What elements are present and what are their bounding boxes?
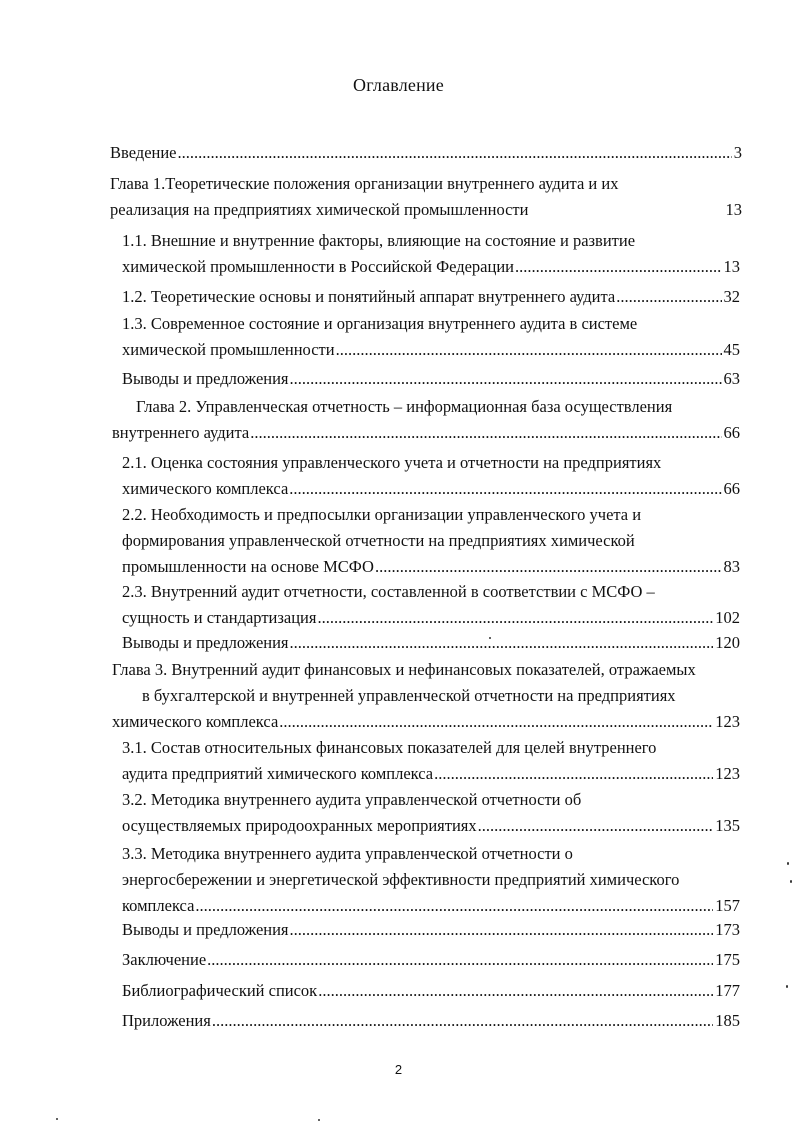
dot-leader xyxy=(250,420,721,446)
toc-entry xyxy=(122,917,740,943)
scan-speck xyxy=(318,1119,320,1121)
toc-entry xyxy=(110,171,742,223)
toc-entry-line: внутреннего аудита xyxy=(112,423,250,442)
toc-entry-line: аудита предприятий химического комплекса xyxy=(122,764,434,783)
toc-entry-line: Выводы и предложения xyxy=(122,633,289,652)
dot-leader xyxy=(478,813,714,839)
page-number: 2 xyxy=(394,1062,403,1077)
page-title: Оглавление xyxy=(353,75,444,95)
toc-entry-line: 1.3. Современное состояние и организация внутреннего аудита в системе xyxy=(122,314,638,333)
toc-page-number: 102 xyxy=(715,608,740,627)
toc-entry-row xyxy=(122,337,740,363)
toc-entry-line: формирования управленческой отчетности на предприятиях химической xyxy=(122,531,635,550)
toc-page-number: 66 xyxy=(723,479,740,498)
toc-page-number: 120 xyxy=(715,633,740,652)
toc-entry xyxy=(122,228,740,280)
toc-entry-line: осуществляемых природоохранных мероприятиях xyxy=(122,816,477,835)
toc-entry-row xyxy=(122,254,740,280)
toc-entry-line: химической промышленности в Российской Федерации xyxy=(122,257,514,276)
dot-leader xyxy=(317,605,713,631)
toc-entry-line: Введение xyxy=(110,143,177,162)
toc-page-number: 123 xyxy=(715,712,740,731)
toc-entry-row xyxy=(122,366,740,392)
toc-page-number: 3 xyxy=(733,143,742,162)
scan-speck xyxy=(489,637,491,639)
toc-entry-line: 1.2. Теоретические основы и понятийный аппарат внутреннего аудита xyxy=(122,287,616,306)
toc-entry-line: Выводы и предложения xyxy=(122,369,289,388)
toc-entry-row xyxy=(122,476,740,502)
toc-page-number: 135 xyxy=(715,816,740,835)
dot-leader xyxy=(515,254,722,280)
toc-page-number: 177 xyxy=(715,981,740,1000)
toc-page-number: 13 xyxy=(723,257,740,276)
toc-entry-row xyxy=(122,284,740,310)
toc-entry xyxy=(122,947,740,973)
toc-entry-line: 1.1. Внешние и внутренние факторы, влияющие на состояние и развитие xyxy=(122,231,636,250)
toc-entry-row xyxy=(122,947,740,973)
toc-page-number: 123 xyxy=(715,764,740,783)
toc-entry-line: Заключение xyxy=(122,950,207,969)
toc-entry-line: химического комплекса xyxy=(112,712,279,731)
dot-leader xyxy=(212,1008,713,1034)
dot-leader xyxy=(289,476,721,502)
dot-leader xyxy=(290,366,722,392)
dot-leader xyxy=(290,917,714,943)
toc-entry-row xyxy=(122,813,740,839)
dot-leader xyxy=(318,978,713,1004)
toc-entry-line: 3.1. Состав относительных финансовых показателей для целей внутреннего xyxy=(122,738,657,757)
toc-entry xyxy=(122,311,740,363)
scan-speck xyxy=(787,862,789,865)
toc-entry-line: 2.1. Оценка состояния управленческого учета и отчетности на предприятиях xyxy=(122,453,662,472)
toc-entry-line: сущность и стандартизация xyxy=(122,608,317,627)
toc-entry xyxy=(122,502,740,580)
toc-entry xyxy=(122,450,740,502)
toc-entry-line: энергосбережении и энергетической эффективности предприятий химического xyxy=(122,870,680,889)
toc-page-number: 45 xyxy=(723,340,740,359)
toc-entry-row xyxy=(112,709,740,735)
toc-entry-line: Глава 3. Внутренний аудит финансовых и нефинансовых показателей, отражаемых xyxy=(112,660,696,679)
toc-entry xyxy=(122,366,740,392)
toc-entry-line: 3.3. Методика внутреннего аудита управленческой отчетности о xyxy=(122,844,573,863)
toc-entry-line: Выводы и предложения xyxy=(122,920,289,939)
toc-entry xyxy=(122,630,740,656)
toc-entry-line: 3.2. Методика внутреннего аудита управленческой отчетности об xyxy=(122,790,582,809)
scan-speck xyxy=(790,880,792,883)
toc-entry xyxy=(122,1008,740,1034)
toc-entry-row xyxy=(110,140,742,166)
toc-entry-line: Глава 1.Теоретические положения организации внутреннего аудита и их xyxy=(110,174,619,193)
toc-entry-row xyxy=(112,420,740,446)
toc-entry-line: 2.2. Необходимость и предпосылки организации управленческого учета и xyxy=(122,505,642,524)
toc-entry-line: промышленности на основе МСФО xyxy=(122,557,374,576)
toc-entry-row xyxy=(122,630,740,656)
toc-entry-line: химического комплекса xyxy=(122,479,289,498)
toc-entry-row xyxy=(122,917,740,943)
toc-entry-row xyxy=(122,761,740,787)
toc-page-number: 63 xyxy=(723,369,740,388)
toc-entry-line: Приложения xyxy=(122,1011,211,1030)
dot-leader xyxy=(616,284,721,310)
scan-speck xyxy=(786,985,788,988)
toc-entry xyxy=(122,978,740,1004)
toc-page-number: 13 xyxy=(725,200,742,219)
dot-leader xyxy=(207,947,713,973)
toc-entry-line: реализация на предприятиях химической промышленности xyxy=(110,200,529,219)
toc-page-number: 175 xyxy=(715,950,740,969)
toc-entry xyxy=(122,841,740,919)
toc-page-number: 185 xyxy=(715,1011,740,1030)
toc-entry xyxy=(110,140,742,166)
toc-entry-line: химической промышленности xyxy=(122,340,335,359)
dot-leader xyxy=(375,554,722,580)
toc-entry-row xyxy=(122,1008,740,1034)
toc-entry xyxy=(122,787,740,839)
toc-page-number: 66 xyxy=(723,423,740,442)
toc-entry xyxy=(112,657,740,735)
dot-leader xyxy=(336,337,722,363)
toc-entry-row xyxy=(122,605,740,631)
toc-entry-row xyxy=(122,978,740,1004)
toc-entry xyxy=(122,735,740,787)
toc-entry-row xyxy=(122,893,740,919)
toc-entry-row xyxy=(122,554,740,580)
dot-leader xyxy=(195,893,713,919)
toc-entry xyxy=(112,394,740,446)
toc-entry-line: 2.3. Внутренний аудит отчетности, составленной в соответствии с МСФО – xyxy=(122,582,655,601)
toc-entry xyxy=(122,579,740,631)
toc-page-number: 32 xyxy=(723,287,740,306)
toc-page-number: 173 xyxy=(715,920,740,939)
toc-page-number: 157 xyxy=(715,896,740,915)
toc-entry-line: Библиографический список xyxy=(122,981,318,1000)
toc-entry xyxy=(122,284,740,310)
dot-leader xyxy=(178,140,732,166)
toc-entry-line: Глава 2. Управленческая отчетность – информационная база осуществления xyxy=(136,397,673,416)
dot-leader xyxy=(279,709,713,735)
toc-entry-line: в бухгалтерской и внутренней управленческой отчетности на предприятиях xyxy=(142,686,676,705)
dot-leader xyxy=(290,630,714,656)
dot-leader xyxy=(434,761,713,787)
toc-entry-line: комплекса xyxy=(122,896,195,915)
toc-entry-row xyxy=(110,197,742,223)
toc-page-number: 83 xyxy=(723,557,740,576)
scan-speck xyxy=(56,1118,58,1120)
